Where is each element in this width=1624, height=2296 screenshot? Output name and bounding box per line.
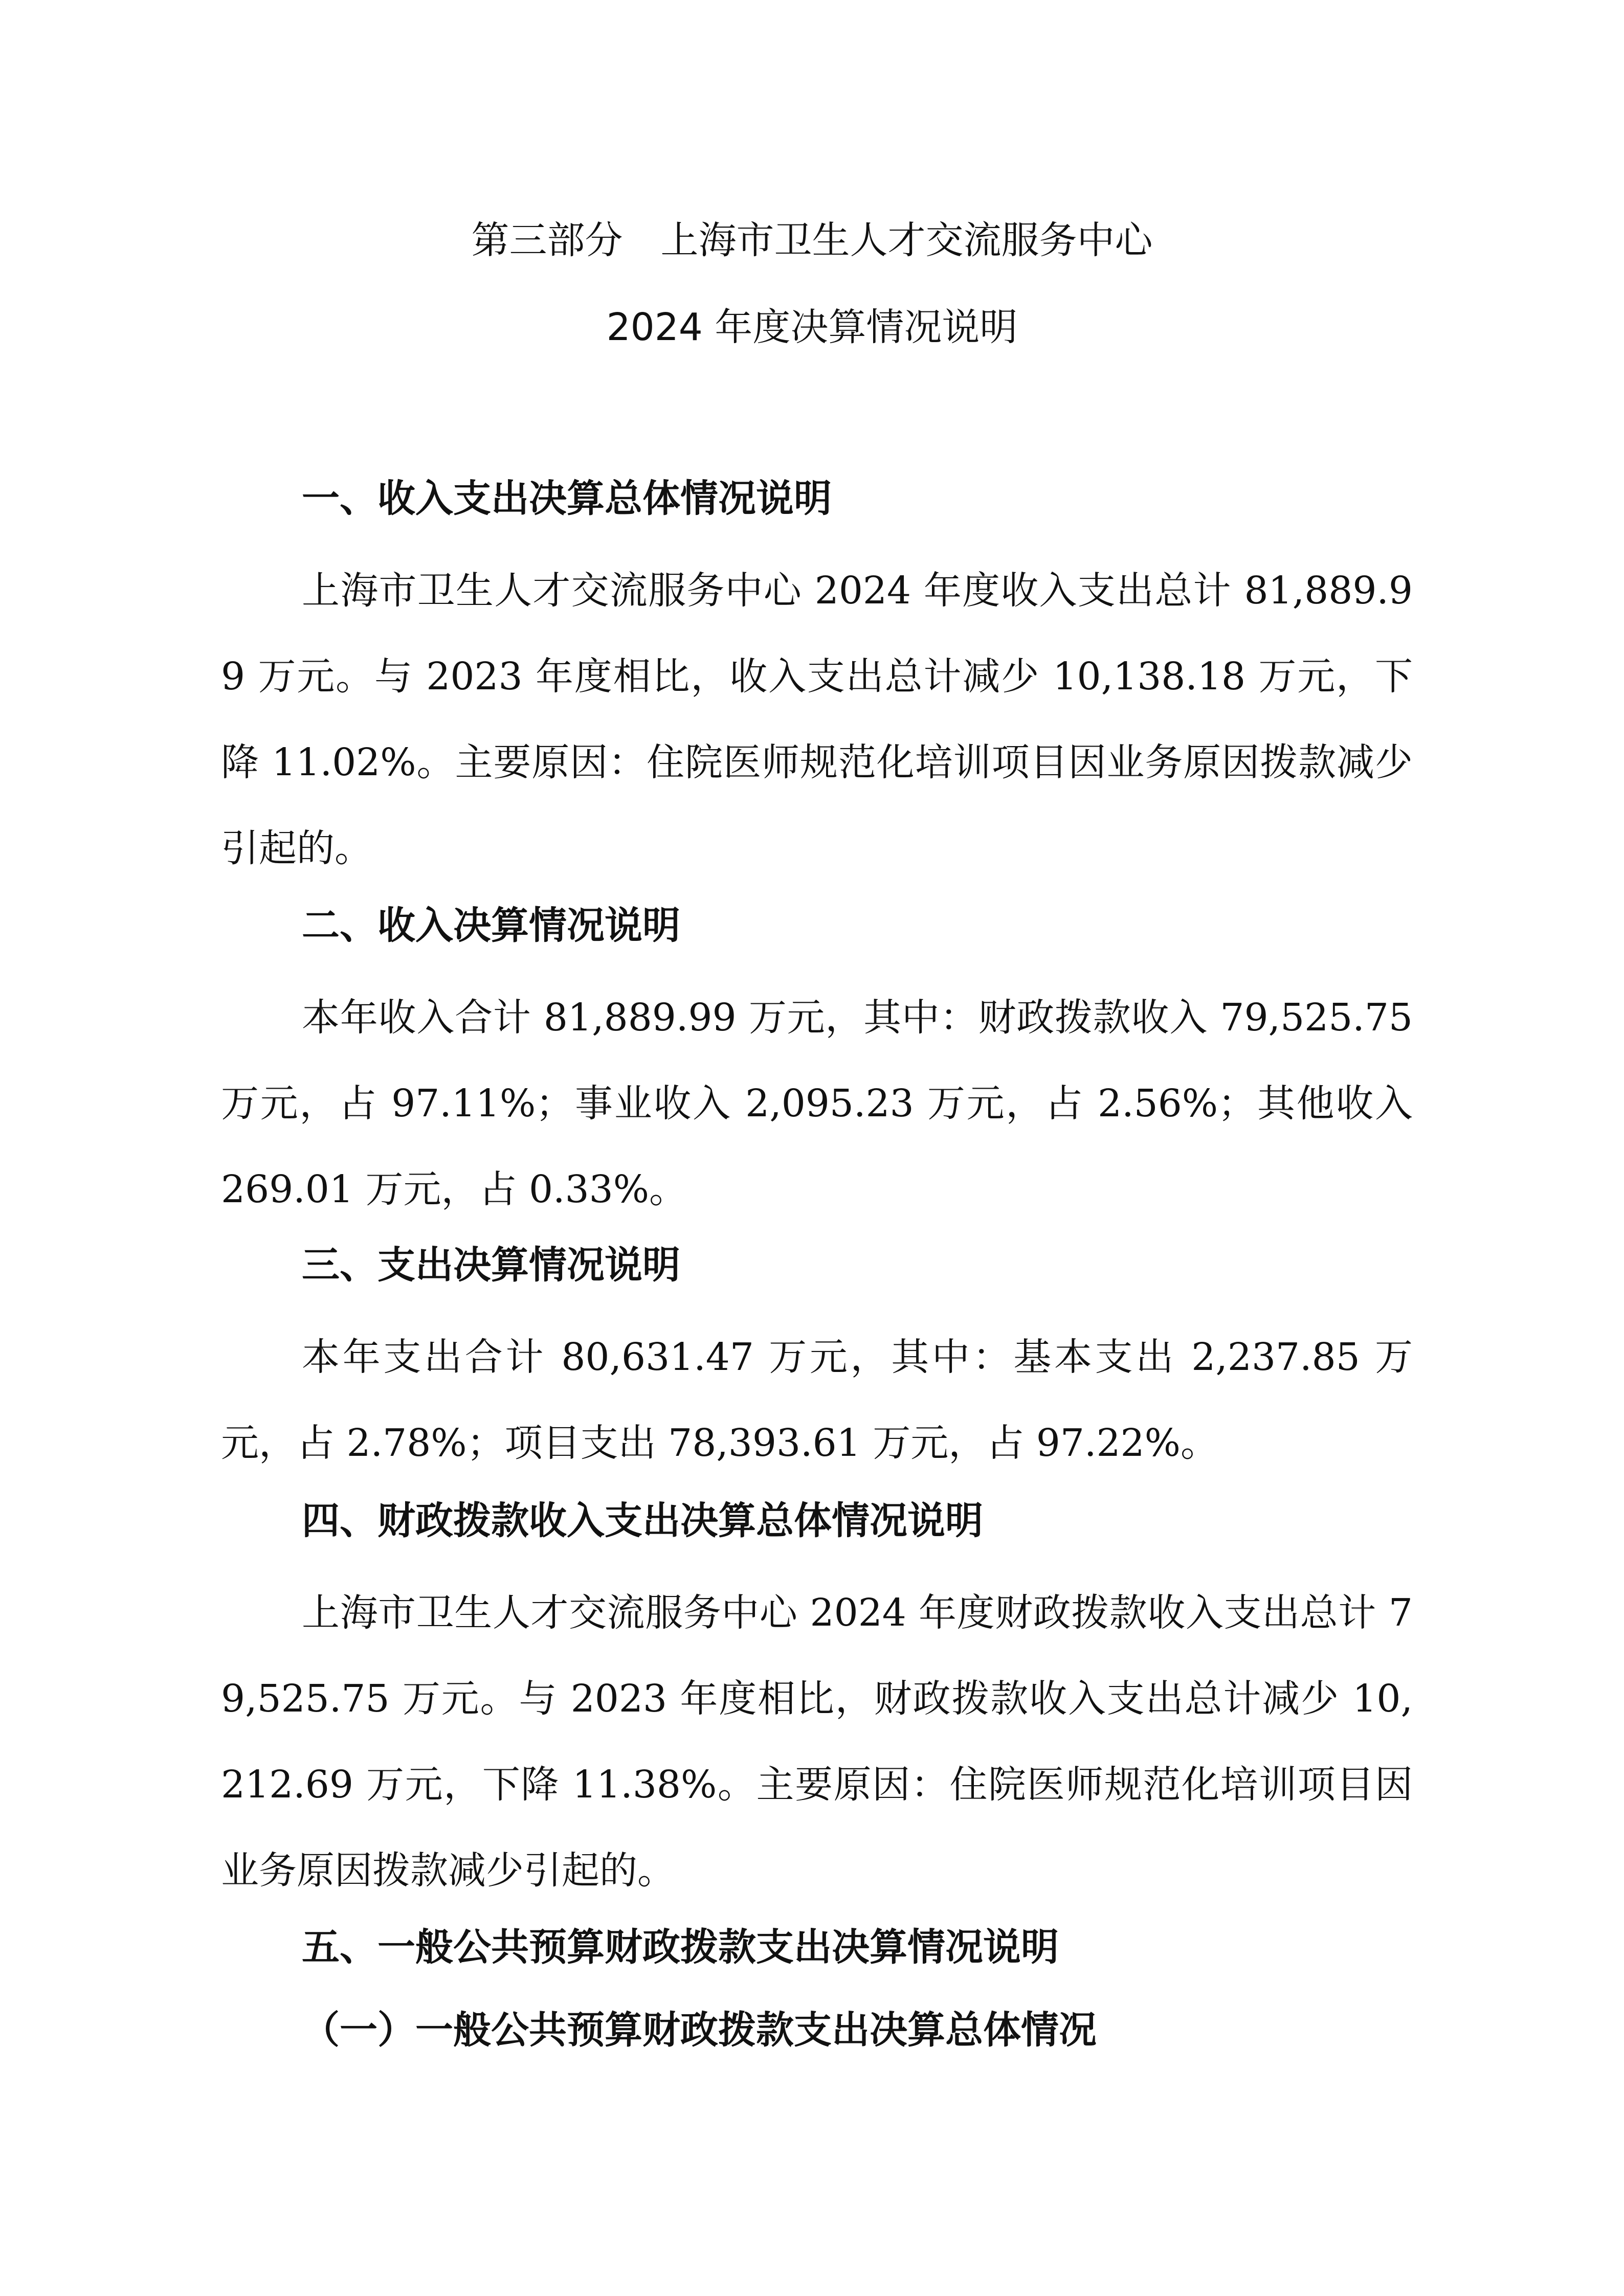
section-paragraph-3: 本年支出合计 80,631.47 万元，其中：基本支出 2,237.85 万元，占 2.78%；项目支出 78,393.61 万元，占 97.22%。 [221, 1335, 1413, 1465]
section-paragraph-2: 本年收入合计 81,889.99 万元，其中：财政拨款收入 79,525.75 万元，占 97.11%；事业收入 2,095.23 万元，占 2.56%；其他收入 269.01 万元，占 0.33%。 [221, 996, 1413, 1211]
section-paragraph-1: 上海市卫生人才交流服务中心 2024 年度收入支出总计 81,889.99 万元。与 2023 年度相比，收入支出总计减少 10,138.18 万元，下降 11.02%。主要原因：住院医师规范化培训项目因业务原因拨款减少引起的。 [221, 569, 1413, 870]
section-paragraph-4: 上海市卫生人才交流服务中心 2024 年度财政拨款收入支出总计 79,525.75 万元。与 2023 年度相比，财政拨款收入支出总计减少 10,212.69 万元，下降 11.38%。主要原因：住院医师规范化培训项目因业务原因拨款减少引起的。 [221, 1591, 1413, 1893]
document-title-line-1: 第三部分 上海市卫生人才交流服务中心 [471, 218, 1153, 262]
section-heading-3: 三、支出决算情况说明 [302, 1243, 680, 1287]
section-heading-5: 五、一般公共预算财政拨款支出决算情况说明 [302, 1925, 1059, 1969]
section-heading-1: 一、收入支出决算总体情况说明 [302, 477, 832, 521]
section-subheading-5-1: （一）一般公共预算财政拨款支出决算总体情况 [302, 2008, 1097, 2052]
document-title-line-2: 2024 年度决算情况说明 [606, 305, 1018, 349]
section-heading-4: 四、财政拨款收入支出决算总体情况说明 [302, 1499, 983, 1543]
section-heading-2: 二、收入决算情况说明 [302, 904, 680, 948]
